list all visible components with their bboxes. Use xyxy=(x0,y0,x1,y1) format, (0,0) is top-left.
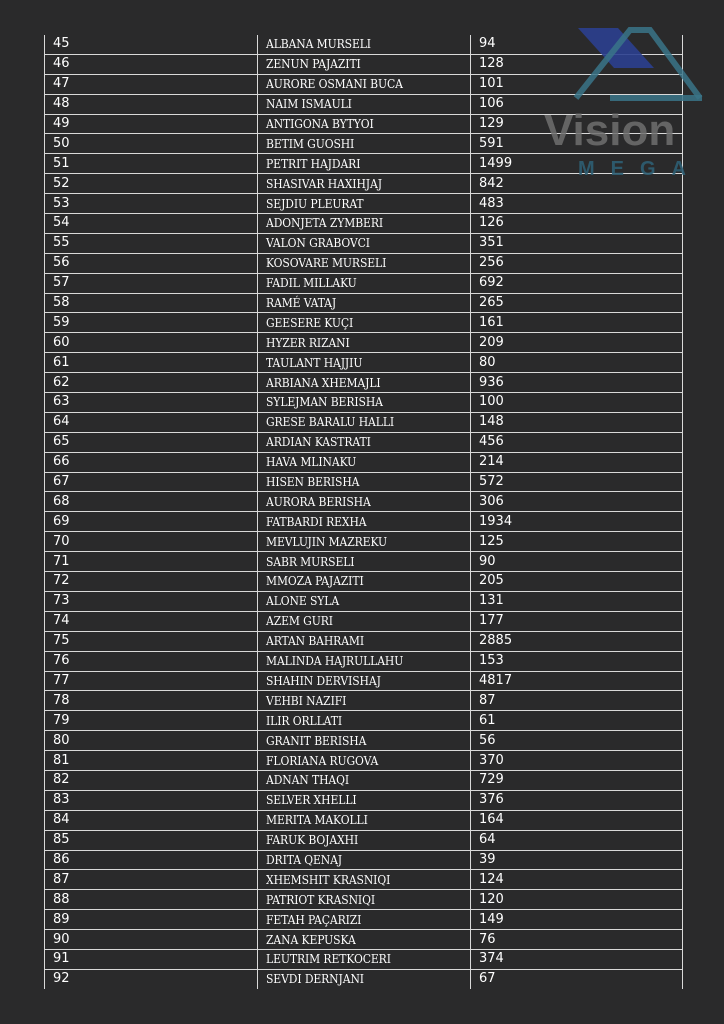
row-number: 60 xyxy=(45,333,258,353)
candidate-name: ARDIAN KASTRATI xyxy=(258,432,471,452)
results-table-body xyxy=(45,35,683,989)
table-row xyxy=(45,134,683,154)
row-number: 65 xyxy=(45,432,258,452)
candidate-name: MERITA MAKOLLI xyxy=(258,810,471,830)
candidate-name: ILIR ORLLATI xyxy=(258,711,471,731)
candidate-name: ALBANA MURSELI xyxy=(258,35,471,54)
table-row xyxy=(45,393,683,413)
candidate-name: KOSOVARE MURSELI xyxy=(258,253,471,273)
table-row xyxy=(45,373,683,393)
row-number: 82 xyxy=(45,770,258,790)
candidate-name: HYZER RIZANI xyxy=(258,333,471,353)
row-number: 52 xyxy=(45,174,258,194)
candidate-name: ZENUN PAJAZITI xyxy=(258,54,471,74)
vote-count: 1499 xyxy=(471,154,683,174)
results-table xyxy=(44,35,683,989)
candidate-name: BETIM GUOSHI xyxy=(258,134,471,154)
row-number: 62 xyxy=(45,373,258,393)
vote-count: 936 xyxy=(471,373,683,393)
table-row xyxy=(45,194,683,214)
table-row xyxy=(45,94,683,114)
row-number: 54 xyxy=(45,214,258,234)
candidate-name: ARBIANA XHEMAJLI xyxy=(258,373,471,393)
row-number: 83 xyxy=(45,790,258,810)
candidate-name: ARTAN BAHRAMI xyxy=(258,631,471,651)
vote-count: 842 xyxy=(471,174,683,194)
candidate-name: ANTIGONA BYTYOI xyxy=(258,114,471,134)
candidate-name: AZEM GURI xyxy=(258,611,471,631)
vote-count: 572 xyxy=(471,472,683,492)
row-number: 71 xyxy=(45,552,258,572)
row-number: 80 xyxy=(45,731,258,751)
row-number: 89 xyxy=(45,910,258,930)
candidate-name: ZANA KEPUSKA xyxy=(258,930,471,950)
table-row xyxy=(45,969,683,988)
vote-count: 205 xyxy=(471,572,683,592)
table-row xyxy=(45,691,683,711)
table-row xyxy=(45,353,683,373)
table-row xyxy=(45,54,683,74)
table-row xyxy=(45,233,683,253)
candidate-name: SABR MURSELI xyxy=(258,552,471,572)
candidate-name: ADONJETA ZYMBERI xyxy=(258,214,471,234)
vote-count: 456 xyxy=(471,432,683,452)
vote-count: 164 xyxy=(471,810,683,830)
table-row xyxy=(45,35,683,54)
table-row xyxy=(45,472,683,492)
row-number: 67 xyxy=(45,472,258,492)
vote-count: 120 xyxy=(471,890,683,910)
candidate-name: SHAHIN DERVISHAJ xyxy=(258,671,471,691)
row-number: 49 xyxy=(45,114,258,134)
vote-count: 351 xyxy=(471,233,683,253)
table-row xyxy=(45,432,683,452)
table-row xyxy=(45,651,683,671)
table-row xyxy=(45,74,683,94)
row-number: 53 xyxy=(45,194,258,214)
vote-count: 209 xyxy=(471,333,683,353)
candidate-name: FETAH PAÇARIZI xyxy=(258,910,471,930)
table-row xyxy=(45,949,683,969)
vote-count: 265 xyxy=(471,293,683,313)
row-number: 56 xyxy=(45,253,258,273)
row-number: 57 xyxy=(45,273,258,293)
vote-count: 729 xyxy=(471,770,683,790)
table-row xyxy=(45,572,683,592)
row-number: 73 xyxy=(45,591,258,611)
table-row xyxy=(45,114,683,134)
vote-count: 692 xyxy=(471,273,683,293)
vote-count: 161 xyxy=(471,313,683,333)
row-number: 88 xyxy=(45,890,258,910)
vote-count: 177 xyxy=(471,611,683,631)
table-row xyxy=(45,293,683,313)
vote-count: 64 xyxy=(471,830,683,850)
vote-count: 214 xyxy=(471,452,683,472)
row-number: 50 xyxy=(45,134,258,154)
table-row xyxy=(45,731,683,751)
row-number: 64 xyxy=(45,412,258,432)
row-number: 92 xyxy=(45,969,258,988)
vote-count: 374 xyxy=(471,949,683,969)
table-row xyxy=(45,870,683,890)
table-row xyxy=(45,333,683,353)
candidate-name: ADNAN THAQI xyxy=(258,770,471,790)
vote-count: 90 xyxy=(471,552,683,572)
candidate-name: GRANIT BERISHA xyxy=(258,731,471,751)
row-number: 61 xyxy=(45,353,258,373)
vote-count: 61 xyxy=(471,711,683,731)
table-row xyxy=(45,313,683,333)
candidate-name: VEHBI NAZIFI xyxy=(258,691,471,711)
row-number: 78 xyxy=(45,691,258,711)
candidate-name: HISEN BERISHA xyxy=(258,472,471,492)
watermark-subword: MEGA xyxy=(578,158,702,180)
table-row xyxy=(45,850,683,870)
row-number: 48 xyxy=(45,94,258,114)
vote-count: 306 xyxy=(471,492,683,512)
candidate-name: SHASIVAR HAXIHJAJ xyxy=(258,174,471,194)
row-number: 68 xyxy=(45,492,258,512)
table-row xyxy=(45,930,683,950)
vote-count: 129 xyxy=(471,114,683,134)
table-row xyxy=(45,631,683,651)
row-number: 63 xyxy=(45,393,258,413)
candidate-name: NAIM ISMAULI xyxy=(258,94,471,114)
row-number: 47 xyxy=(45,74,258,94)
row-number: 55 xyxy=(45,233,258,253)
candidate-name: MALINDA HAJRULLAHU xyxy=(258,651,471,671)
candidate-name: MEVLUJIN MAZREKU xyxy=(258,532,471,552)
vote-count: 106 xyxy=(471,94,683,114)
row-number: 69 xyxy=(45,512,258,532)
row-number: 72 xyxy=(45,572,258,592)
vote-count: 370 xyxy=(471,751,683,771)
vote-count: 100 xyxy=(471,393,683,413)
row-number: 84 xyxy=(45,810,258,830)
row-number: 79 xyxy=(45,711,258,731)
row-number: 75 xyxy=(45,631,258,651)
vote-count: 124 xyxy=(471,870,683,890)
table-row xyxy=(45,810,683,830)
row-number: 59 xyxy=(45,313,258,333)
candidate-name: VALON GRABOVCI xyxy=(258,233,471,253)
row-number: 58 xyxy=(45,293,258,313)
table-row xyxy=(45,890,683,910)
table-row xyxy=(45,611,683,631)
candidate-name: GEESERE KUÇI xyxy=(258,313,471,333)
table-row xyxy=(45,273,683,293)
row-number: 76 xyxy=(45,651,258,671)
vote-count: 376 xyxy=(471,790,683,810)
vote-count: 148 xyxy=(471,412,683,432)
table-row xyxy=(45,214,683,234)
vote-count: 39 xyxy=(471,850,683,870)
row-number: 74 xyxy=(45,611,258,631)
candidate-name: AURORE OSMANI BUCA xyxy=(258,74,471,94)
candidate-name: MMOZA PAJAZITI xyxy=(258,572,471,592)
candidate-name: HAVA MLINAKU xyxy=(258,452,471,472)
table-row xyxy=(45,532,683,552)
candidate-name: FARUK BOJAXHI xyxy=(258,830,471,850)
table-row xyxy=(45,174,683,194)
table-row xyxy=(45,830,683,850)
row-number: 45 xyxy=(45,35,258,54)
candidate-name: PATRIOT KRASNIQI xyxy=(258,890,471,910)
vote-count: 67 xyxy=(471,969,683,988)
table-row xyxy=(45,253,683,273)
vote-count: 125 xyxy=(471,532,683,552)
table-row xyxy=(45,711,683,731)
vote-count: 149 xyxy=(471,910,683,930)
watermark-word: Vision xyxy=(544,106,676,155)
row-number: 91 xyxy=(45,949,258,969)
table-row xyxy=(45,452,683,472)
vote-count: 101 xyxy=(471,74,683,94)
candidate-name: ALONE SYLA xyxy=(258,591,471,611)
candidate-name: XHEMSHIT KRASNIQI xyxy=(258,870,471,890)
table-row xyxy=(45,671,683,691)
vote-count: 128 xyxy=(471,54,683,74)
vote-count: 94 xyxy=(471,35,683,54)
vote-count: 591 xyxy=(471,134,683,154)
table-row xyxy=(45,770,683,790)
vote-count: 56 xyxy=(471,731,683,751)
candidate-name: FADIL MILLAKU xyxy=(258,273,471,293)
vote-count: 1934 xyxy=(471,512,683,532)
candidate-name: SEVDI DERNJANI xyxy=(258,969,471,988)
row-number: 46 xyxy=(45,54,258,74)
vote-count: 2885 xyxy=(471,631,683,651)
table-row xyxy=(45,492,683,512)
candidate-name: AURORA BERISHA xyxy=(258,492,471,512)
candidate-name: LEUTRIM RETKOCERI xyxy=(258,949,471,969)
vote-count: 256 xyxy=(471,253,683,273)
candidate-name: TAULANT HAJJIU xyxy=(258,353,471,373)
table-row xyxy=(45,154,683,174)
candidate-name: DRITA QENAJ xyxy=(258,850,471,870)
candidate-name: RAMÉ VATAJ xyxy=(258,293,471,313)
candidate-name: PETRIT HAJDARI xyxy=(258,154,471,174)
row-number: 90 xyxy=(45,930,258,950)
row-number: 85 xyxy=(45,830,258,850)
table-row xyxy=(45,751,683,771)
vote-count: 126 xyxy=(471,214,683,234)
row-number: 70 xyxy=(45,532,258,552)
vote-count: 80 xyxy=(471,353,683,373)
candidate-name: FLORIANA RUGOVA xyxy=(258,751,471,771)
row-number: 86 xyxy=(45,850,258,870)
vote-count: 87 xyxy=(471,691,683,711)
candidate-name: SEJDIU PLEURAT xyxy=(258,194,471,214)
vote-count: 153 xyxy=(471,651,683,671)
table-row xyxy=(45,790,683,810)
row-number: 51 xyxy=(45,154,258,174)
vote-count: 76 xyxy=(471,930,683,950)
row-number: 77 xyxy=(45,671,258,691)
vote-count: 4817 xyxy=(471,671,683,691)
row-number: 81 xyxy=(45,751,258,771)
table-row xyxy=(45,512,683,532)
row-number: 66 xyxy=(45,452,258,472)
table-row xyxy=(45,412,683,432)
row-number: 87 xyxy=(45,870,258,890)
candidate-name: SYLEJMAN BERISHA xyxy=(258,393,471,413)
table-row xyxy=(45,552,683,572)
vote-count: 483 xyxy=(471,194,683,214)
candidate-name: SELVER XHELLI xyxy=(258,790,471,810)
table-row xyxy=(45,591,683,611)
table-row xyxy=(45,910,683,930)
vote-count: 131 xyxy=(471,591,683,611)
candidate-name: GRESE BARALU HALLI xyxy=(258,412,471,432)
candidate-name: FATBARDI REXHA xyxy=(258,512,471,532)
